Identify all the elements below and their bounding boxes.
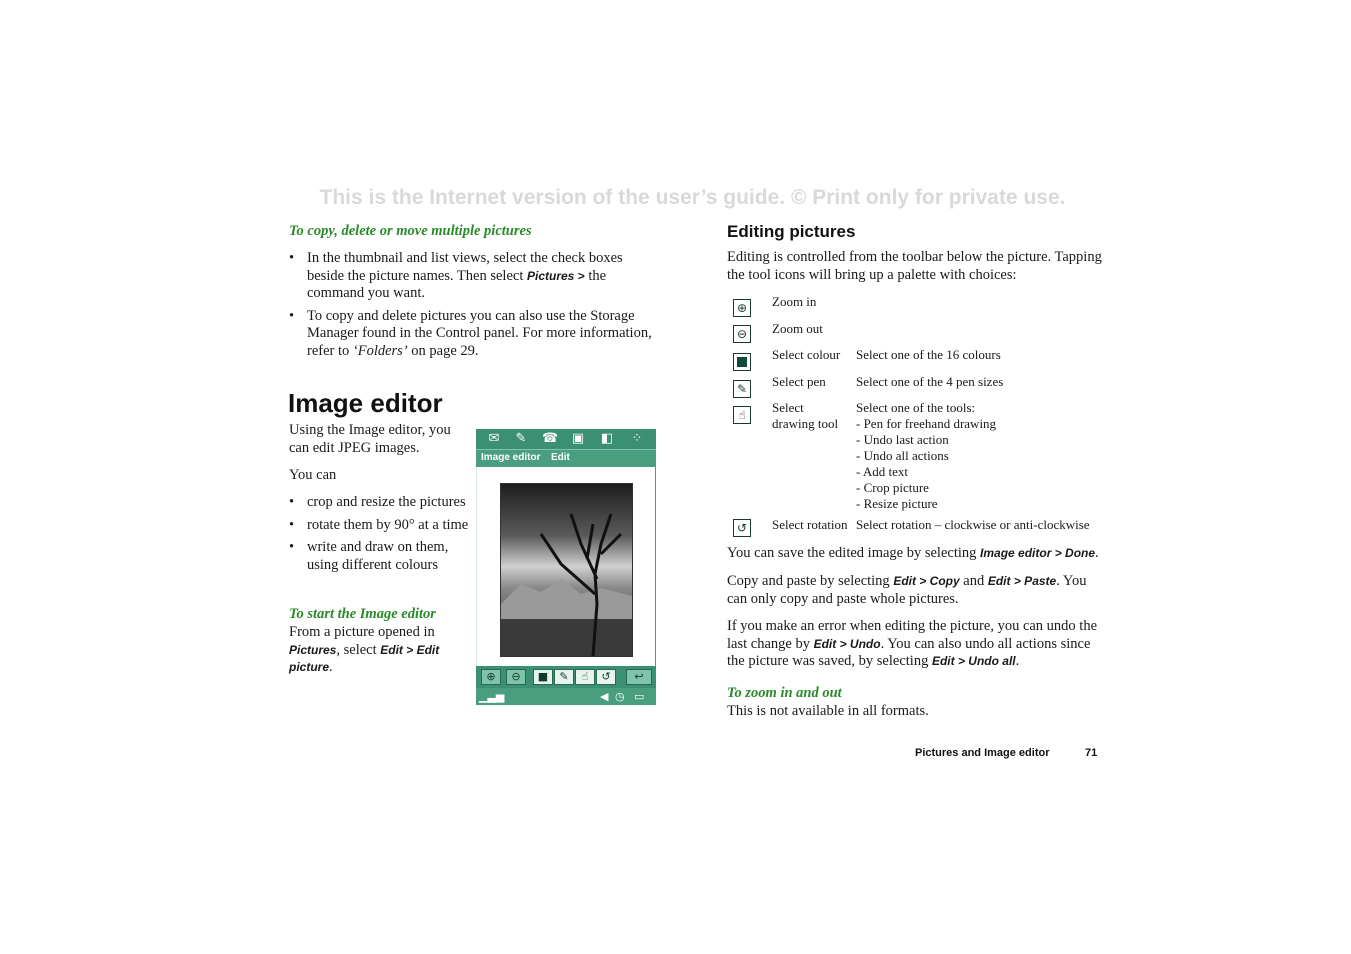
- drawing-option: - Undo all actions: [856, 448, 949, 463]
- phone-app-title: Image editor: [481, 452, 541, 463]
- zoom-heading: To zoom in and out: [727, 685, 842, 701]
- bullet-item: • In the thumbnail and list views, select the check boxes beside the picture names. Then select Pictures > the command you want.: [289, 250, 659, 303]
- copy-bullets: [289, 250, 659, 365]
- feature-list: [289, 494, 469, 579]
- list-item: • write and draw on them, using different colours: [289, 539, 469, 574]
- colour-icon: [733, 353, 751, 371]
- tool-name: Select colour: [772, 347, 841, 362]
- list-item: • crop and resize the pictures: [289, 494, 469, 512]
- back-icon[interactable]: ↩: [626, 669, 652, 685]
- pen-icon[interactable]: ✎: [554, 669, 574, 685]
- signal-icon: ▁▃▅: [479, 690, 505, 703]
- copy-heading: To copy, delete or move multiple pictures: [289, 223, 532, 239]
- calendar-icon: ▣: [571, 431, 585, 446]
- drawing-option: - Undo last action: [856, 432, 949, 447]
- phone-title-bar: [476, 449, 656, 467]
- apps-icon: ⁘: [631, 431, 643, 446]
- image-editor-title: Image editor: [288, 388, 443, 418]
- zoom-out-icon: ⊖: [733, 325, 751, 343]
- colour-icon[interactable]: ■: [533, 669, 553, 685]
- zoom-out-icon[interactable]: ⊖: [506, 669, 526, 685]
- notes-icon: ✎: [515, 431, 527, 446]
- drawing-option: - Add text: [856, 464, 908, 479]
- intro-text: Using the Image editor, you can edit JPEG images.: [289, 422, 451, 456]
- drawing-tool-icon[interactable]: ☝: [575, 669, 595, 685]
- tool-name: Select rotation: [772, 517, 848, 532]
- zoom-in-icon: ⊕: [733, 299, 751, 317]
- phone-screenshot: [476, 429, 656, 705]
- clock-icon: ◷: [615, 690, 625, 703]
- zoom-text: This is not available in all formats.: [727, 703, 929, 719]
- start-heading: To start the Image editor: [289, 606, 436, 622]
- you-can-text: You can: [289, 467, 337, 483]
- tool-desc: Select one of the 4 pen sizes: [856, 374, 1004, 389]
- tool-desc: Select rotation – clockwise or anti-clockwise: [856, 517, 1090, 532]
- list-item: • rotate them by 90° at a time: [289, 517, 469, 535]
- pen-icon: ✎: [733, 380, 751, 398]
- tool-desc: Select one of the tools: - Pen for freehand drawing - Undo last action - Undo all actions - Add text - Crop picture - Resize picture: [856, 400, 997, 511]
- drawing-option: - Pen for freehand drawing: [856, 416, 997, 431]
- drawing-option: - Crop picture: [856, 480, 929, 495]
- tool-name: Zoom out: [772, 321, 823, 336]
- phone-top-bar: [476, 429, 656, 449]
- rotation-icon: ↺: [733, 519, 751, 537]
- copy-paste-text: Copy and paste by selecting Edit > Copy and Edit > Paste. You can only copy and paste whole pictures.: [727, 573, 1087, 607]
- tree-drawing: [501, 484, 632, 656]
- battery-icon: ▭: [634, 690, 645, 703]
- drawing-tool-icon: ☝: [733, 406, 751, 424]
- tool-name: Zoom in: [772, 294, 817, 309]
- footer-section: Pictures and Image editor: [915, 747, 1050, 759]
- rotation-icon[interactable]: ↺: [596, 669, 616, 685]
- ui-command: Pictures >: [526, 268, 585, 283]
- start-text: From a picture opened in Pictures, select Edit > Edit picture.: [289, 624, 440, 675]
- media-icon: ◧: [600, 431, 614, 446]
- undo-text: If you make an error when editing the picture, you can undo the last change by Edit > Undo. You can also undo all actions since the picture was saved, by selecting Edit > Undo all.: [727, 618, 1098, 669]
- page-reference: ‘Folders’: [352, 342, 408, 359]
- tool-name: Select pen: [772, 374, 826, 389]
- phone-toolbar: [476, 666, 656, 688]
- watermark: This is the Internet version of the user’s guide. © Print only for private use.: [319, 186, 1066, 209]
- page-number: 71: [1085, 747, 1098, 759]
- save-text: You can save the edited image by selecting Image editor > Done.: [727, 545, 1099, 561]
- editing-intro: Editing is controlled from the toolbar below the picture. Tapping the tool icons will bring up a palette with choices:: [727, 249, 1102, 283]
- phone-status-bar: [476, 688, 656, 705]
- editing-title: Editing pictures: [727, 222, 856, 241]
- phone-icon: ☎: [542, 431, 559, 446]
- zoom-in-icon[interactable]: ⊕: [481, 669, 501, 685]
- phone-edit-menu: Edit: [551, 452, 570, 463]
- drawing-option: - Resize picture: [856, 496, 938, 511]
- volume-icon: ◀: [600, 690, 609, 703]
- mail-icon: ✉: [488, 431, 500, 446]
- tool-name: Select drawing tool: [772, 400, 839, 431]
- bullet-item: • To copy and delete pictures you can also use the Storage Manager found in the Control panel. For more information, refer to ‘Folders’ on page 29.: [289, 308, 659, 361]
- tool-desc: Select one of the 16 colours: [856, 347, 1001, 362]
- tree-photo: [500, 483, 633, 657]
